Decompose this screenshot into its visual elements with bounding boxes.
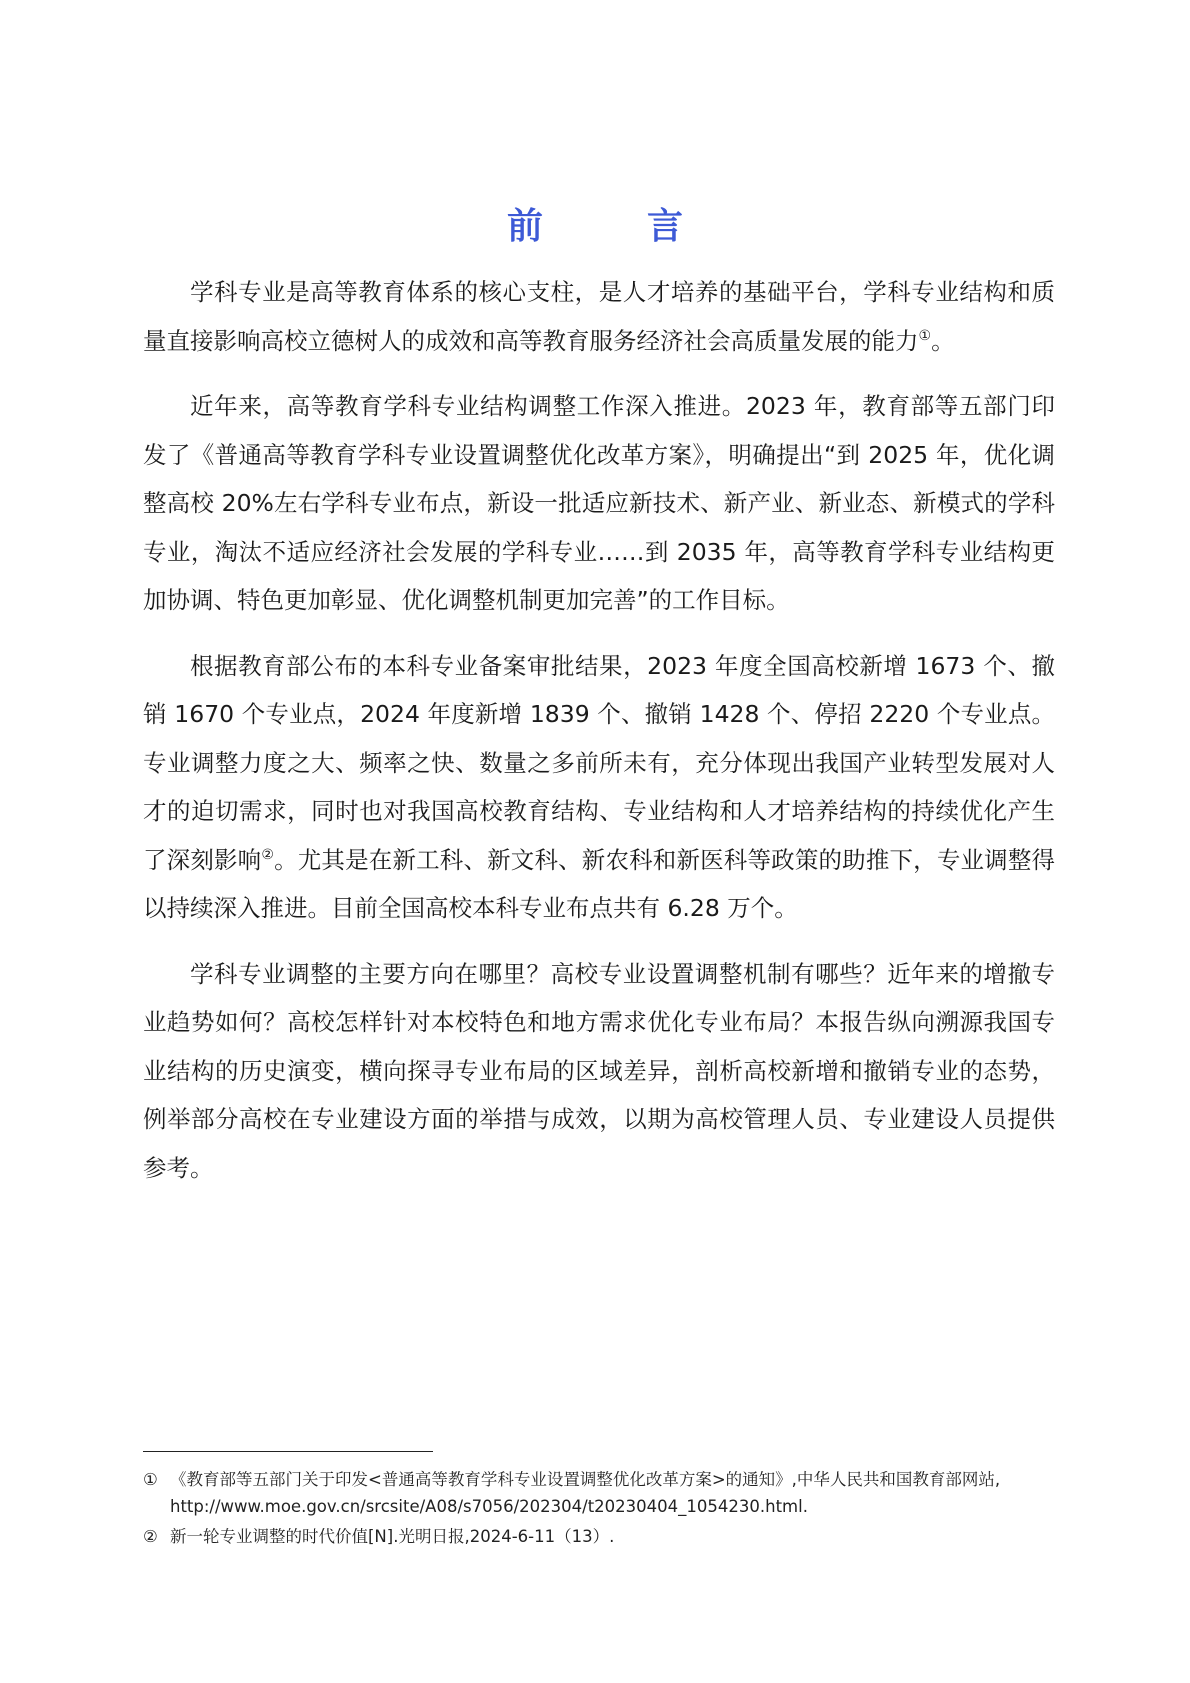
page-title: 前 言 [506, 206, 717, 248]
footnote-divider [143, 1451, 433, 1452]
paragraph-text: 。尤其是在新工科、新文科、新农科和新医科等政策的助推下，专业调整得以持续深入推进。目前全国高校本科专业布点共有 6.28 万个。 [143, 845, 1056, 922]
paragraph-text: 根据教育部公布的本科专业备案审批结果，2023 年度全国高校新增 1673 个、撤销 1670 个专业点，2024 年度新增 1839 个、撤销 1428 个、停招 2220 个专业点。专业调整力度之大、频率之快、数量之多前所未有，充分体现出我国产业转型发展对人才的迫切需求，同时也对我国高校教育结构、专业结构和人才培养结构的持续优化产生了深刻影响 [143, 651, 1055, 874]
preface-body [143, 268, 1055, 1209]
footnotes [143, 1466, 1063, 1553]
paragraph-text: 学科专业是高等教育体系的核心支柱，是人才培养的基础平台，学科专业结构和质量直接影响高校立德树人的成效和高等教育服务经济社会高质量发展的能力 [143, 278, 1055, 355]
footnote-item [143, 1466, 1063, 1520]
paragraph-text: 学科专业调整的主要方向在哪里？高校专业设置调整机制有哪些？近年来的增撤专业趋势如何？高校怎样针对本校特色和地方需求优化专业布局？本报告纵向溯源我国专业结构的历史演变，横向探寻专业布局的区域差异，剖析高校新增和撤销专业的态势，例举部分高校在专业建设方面的举措与成效，以期为高校管理人员、专业建设人员提供参考。 [143, 959, 1055, 1182]
paragraph-text: 近年来，高等教育学科专业结构调整工作深入推进。2023 年，教育部等五部门印发了《普通高等教育学科专业设置调整优化改革方案》，明确提出“到 2025 年，优化调整高校 20%左右学科专业布点，新设一批适应新技术、新产业、新业态、新模式的学科专业，淘汰不适应经济社会发展的学科专业……到 2035 年，高等教育学科专业结构更加协调、特色更加彰显、优化调整机制更加完善”的工作目标。 [143, 392, 1055, 614]
footnote-item [143, 1523, 1063, 1550]
footnote-link[interactable]: http://www.moe.gov.cn/srcsite/A08/s7056/202304/t20230404_1054230.html. [170, 1497, 808, 1516]
paragraph [143, 268, 1055, 365]
footnote-reference[interactable]: ② [261, 846, 275, 863]
footnote-marker: ② [143, 1527, 158, 1546]
paragraph [143, 950, 1055, 1193]
footnote-text: 《教育部等五部门关于印发<普通高等教育学科专业设置调整优化改革方案>的通知》,中华人民共和国教育部网站, [170, 1470, 1001, 1489]
paragraph-text: 。 [931, 326, 955, 355]
footnote-marker: ① [143, 1470, 158, 1489]
paragraph [143, 382, 1055, 625]
paragraph [143, 642, 1055, 933]
footnote-text: 新一轮专业调整的时代价值[N].光明日报,2024-6-11（13）. [170, 1527, 615, 1546]
footnote-reference[interactable]: ① [918, 327, 932, 344]
